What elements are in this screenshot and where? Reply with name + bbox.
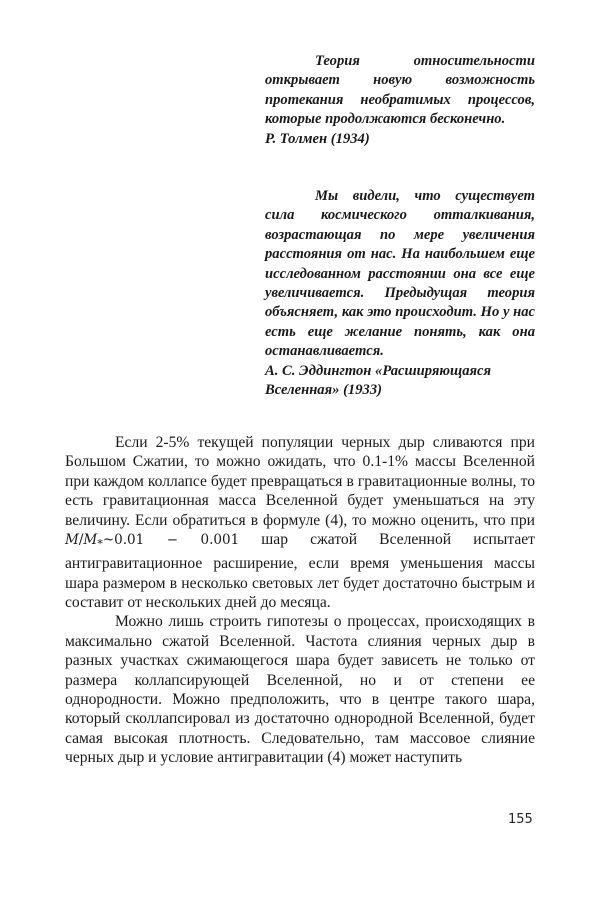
formula-mstar: M [83, 532, 98, 549]
page-number: 155 [508, 812, 533, 827]
epigraph-author: Р. Толмен (1934) [265, 130, 370, 147]
formula-m: M [65, 532, 79, 549]
main-text [65, 433, 535, 768]
paragraph-1 [65, 433, 535, 612]
paragraph-1-start: Если 2-5% текущей популяции черных дыр сливаются при Большом Сжатии, то можно ожидать, что 0.1-1% массы Вселенной при каждом коллапсе будет превращаться в гравитационные волны, то есть гравитационная масса Вселенной будет уменьшаться на эту величину. Если обратиться в формуле (4), то можно оценить, что при [65, 434, 535, 529]
formula-range: ~0.01 − 0.001 [102, 532, 240, 549]
formula-subscript: * [97, 537, 103, 551]
paragraph-1-end: шар сжатой Вселенной испытает антигравитационное расширение, если время уменьшения массы шара размером в несколько световых лет будет достаточно быстрым и составит от нескольких дней до месяца. [65, 531, 535, 611]
paragraph-2: Можно лишь строить гипотезы о процессах, происходящих в максимально сжатой Вселенной. Частота слияния черных дыр в разных участках сжимающегося шара будет зависеть не только от размера коллапсирующей Вселенной, но и от степени ее однородности. Можно предположить, что в центре такого шара, который сколлапсировал из достаточно однородной Вселенной, будет самая высокая плотность. Следовательно, там массовое слияние черных дыр и условие антигравитации (4) может наступить [65, 613, 535, 767]
epigraph-quote: Мы видели, что существует сила космического отталкивания, возрастающая по мере увеличения расстояния от нас. На наибольшем еще исследованном расстоянии она все еще увеличивается. Предыдущая теория объясняет, как это происходит. Но у нас есть еще желание понять, как она останавливается. [265, 188, 535, 360]
formula-slash: / [78, 532, 84, 549]
epigraph-tolman [265, 52, 535, 149]
epigraph-author: А. С. Эддингтон «Расширяющаяся Вселенная» (1933) [265, 362, 492, 399]
formula-mass-ratio [65, 532, 240, 551]
epigraph-quote: Теория относительности открывает новую возможность протекания необратимых процессов, которые продолжаются бесконечно. [265, 53, 535, 128]
epigraph-eddington [265, 187, 535, 400]
